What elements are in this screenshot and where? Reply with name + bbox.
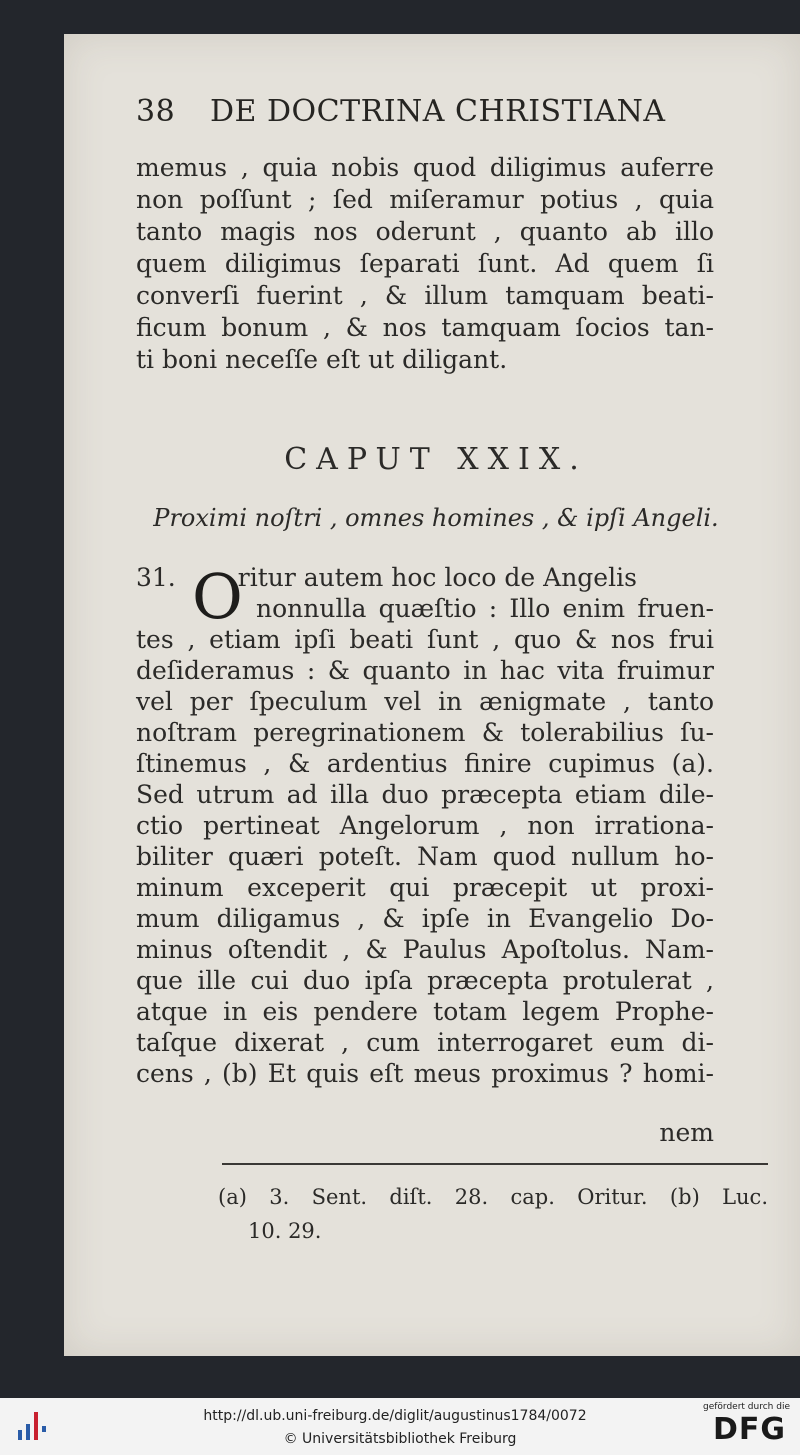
text-line: non poſſunt ; ſed miſeramur potius , quia — [136, 185, 714, 214]
chapter-heading: CAPUT XXIX. — [284, 442, 588, 477]
page-number: 38 — [136, 94, 176, 129]
footnote-line: 10. 29. — [248, 1219, 322, 1243]
catchword: nem — [659, 1118, 714, 1147]
paragraph-continuation — [136, 152, 714, 376]
first-line-text: ritur autem hoc loco de Angelis — [237, 563, 637, 592]
text-line: tes , etiam ipſi beati ſunt , quo & nos frui — [136, 625, 714, 654]
text-line: atque in eis pendere totam legem Prophe- — [136, 997, 714, 1026]
text-line: biliter quæri poteſt. Nam quod nullum ho- — [136, 842, 714, 871]
chapter-subtitle: Proximi noſtri , omnes homines , & ipſi Angeli. — [153, 504, 719, 532]
text-line: quem diligimus ſeparati ſunt. Ad quem ſi — [136, 249, 714, 278]
text-line: minum exceperit qui præcepit ut proxi- — [136, 873, 714, 902]
text-line: ti boni neceſſe eſt ut diligant. — [136, 345, 508, 374]
copyright-text: © Universitätsbibliothek Freiburg — [283, 1431, 517, 1447]
page-url-link[interactable]: http://dl.ub.uni-freiburg.de/diglit/augustinus1784/0072 — [203, 1408, 587, 1424]
paragraph-number: 31. — [136, 563, 176, 592]
footnotes — [218, 1180, 768, 1248]
paragraph-31 — [136, 562, 714, 1089]
text-line: vel per ſpeculum vel in ænigmate , tanto — [136, 687, 714, 716]
drop-capital: O — [192, 560, 243, 633]
text-line: tanto magis nos oderunt , quanto ab illo — [136, 217, 714, 246]
text-line: ficum bonum , & nos tamquam ſocios tan- — [136, 313, 714, 342]
funding-note: gefördert durch die — [703, 1402, 790, 1412]
text-line: que ille cui duo ipſa præcepta protulerat , — [136, 966, 714, 995]
text-line: cens , (b) Et quis eſt meus proximus ? homi- — [136, 1059, 714, 1088]
footnote-line: (a) 3. Sent. diſt. 28. cap. Oritur. (b) Luc. — [218, 1185, 768, 1209]
text-line: Sed utrum ad illa duo præcepta etiam dile- — [136, 780, 714, 809]
viewer-footer — [0, 1398, 800, 1455]
text-line: ſtinemus , & ardentius finire cupimus (a). — [136, 749, 714, 778]
running-header — [136, 94, 736, 134]
text-line: memus , quia nobis quod diligimus auferre — [136, 153, 714, 182]
footnote-rule — [222, 1163, 768, 1165]
text-line: minus oſtendit , & Paulus Apoſtolus. Nam- — [136, 935, 714, 964]
running-title: DE DOCTRINA CHRISTIANA — [210, 94, 666, 129]
text-line: taſque dixerat , cum interrogaret eum di- — [136, 1028, 714, 1057]
text-line: deſideramus : & quanto in hac vita fruimur — [136, 656, 714, 685]
text-line: ctio pertineat Angelorum , non irrationa- — [136, 811, 714, 840]
text-line: converſi fuerint , & illum tamquam beati- — [136, 281, 714, 310]
text-line: nonnulla quæſtio : Illo enim fruen- — [256, 594, 714, 623]
text-line-first — [136, 562, 714, 593]
dfg-logo: DFG — [712, 1412, 786, 1447]
text-line: noſtram peregrinationem & tolerabilius ſu- — [136, 718, 714, 747]
text-line: mum diligamus , & ipſe in Evangelio Do- — [136, 904, 714, 933]
